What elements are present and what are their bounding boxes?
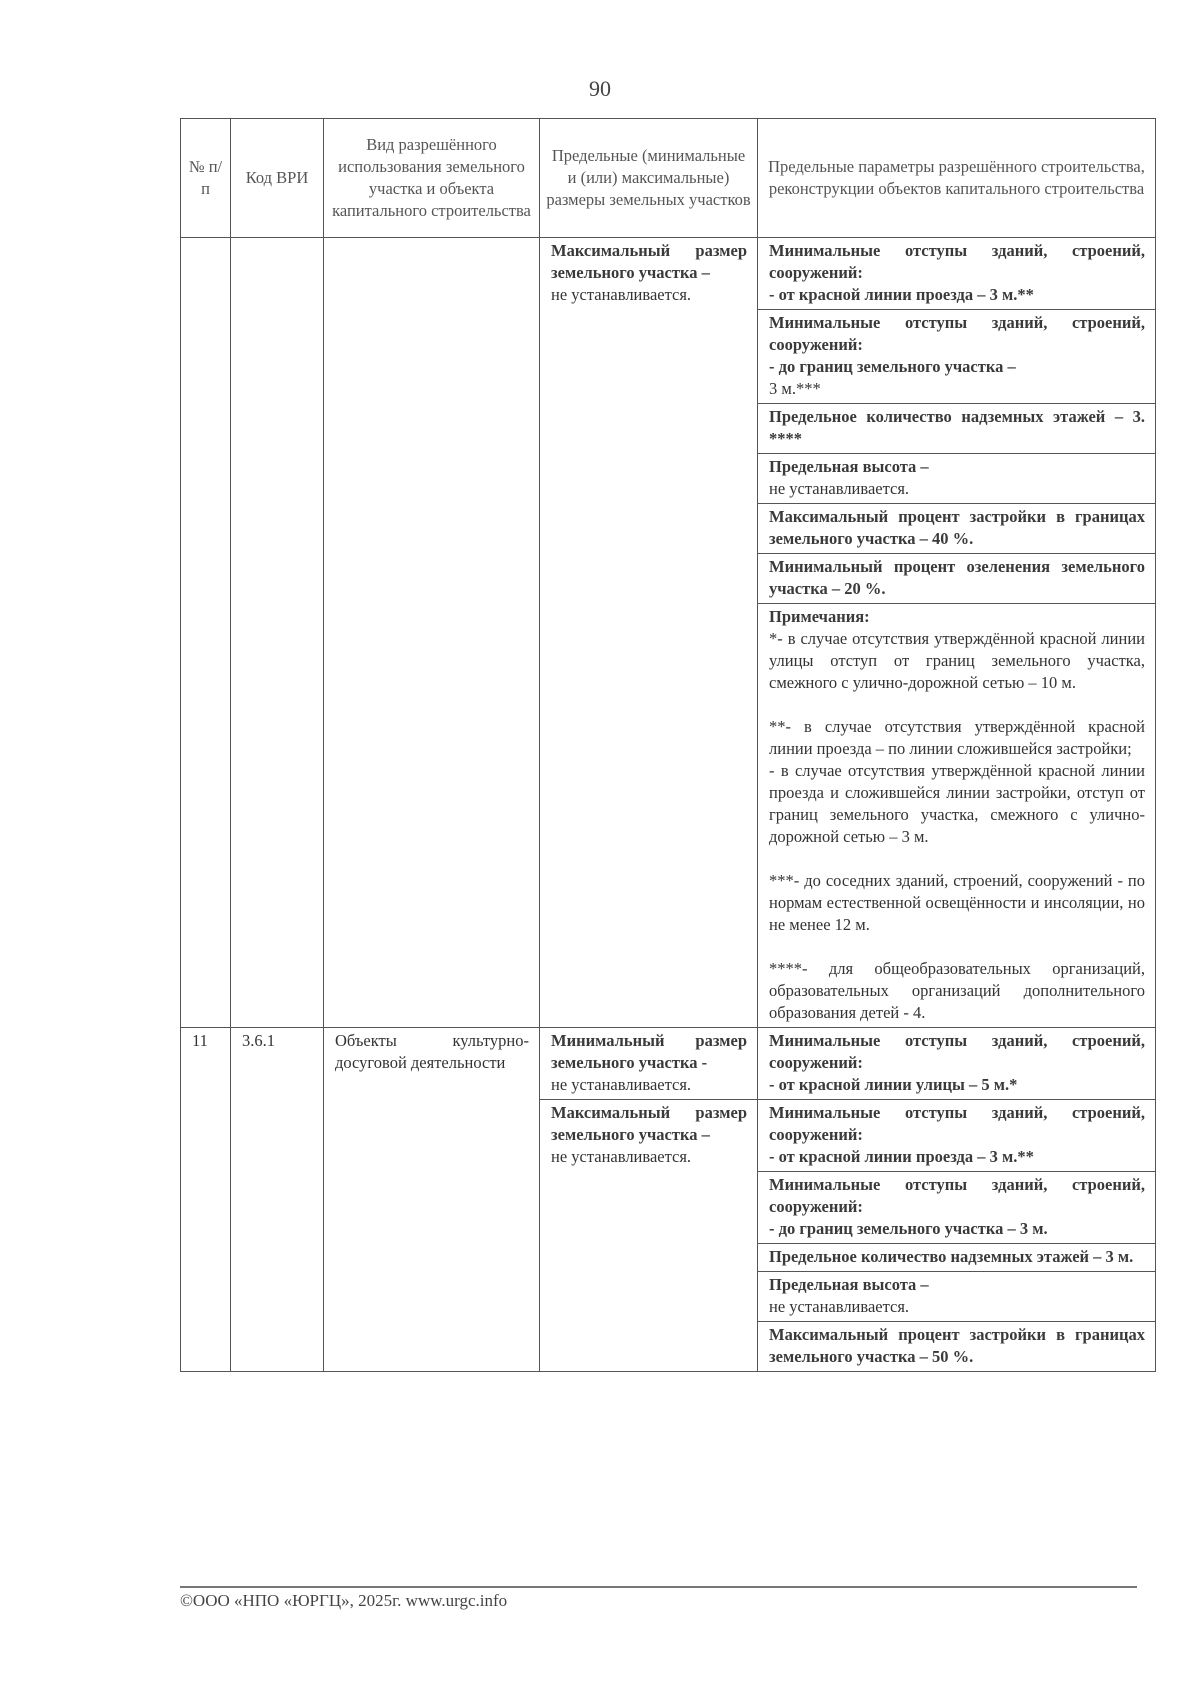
param-value: - до границ земельного участка – <box>769 357 1016 376</box>
param-cell <box>758 1272 1156 1322</box>
regulations-table <box>180 118 1156 1372</box>
min-size-value: не устанавливается. <box>551 1075 692 1094</box>
param-cell <box>758 238 1156 310</box>
note-1: *- в случае отсутствия утверждённой красной линии улицы отступ от границ земельного участка, смежного с улично-дорожной сетью – 10 м. <box>769 629 1145 692</box>
note-2b: - в случае отсутствия утверждённой красной линии проезда и сложившейся линии застройки, отступ от границ земельного участка, смежного с улично-дорожной сетью – 3 м. <box>769 761 1145 846</box>
note-4: ****- для общеобразовательных организаций, образовательных организаций дополнительного образования детей - 4. <box>769 959 1145 1022</box>
max-size-value: не устанавливается. <box>551 285 692 304</box>
param-label: Минимальный процент озеленения земельного участка – 20 %. <box>769 557 1145 598</box>
table-header-row <box>181 119 1156 238</box>
param-cell <box>758 404 1156 454</box>
notes-title: Примечания: <box>769 607 870 626</box>
param-value: - от красной линии проезда – 3 м.** <box>769 1147 1034 1166</box>
max-size-cell <box>540 1100 758 1372</box>
code-cell <box>231 238 324 1028</box>
param-cell <box>758 554 1156 604</box>
param-cell <box>758 1244 1156 1272</box>
param-value: - от красной линии улицы – 5 м.* <box>769 1075 1018 1094</box>
use-cell: Объекты культурно-досуговой деятельности <box>324 1028 540 1372</box>
note-3: ***- до соседних зданий, строений, сооружений - по нормам естественной освещённости и инсоляции, но не менее 12 м. <box>769 871 1145 934</box>
min-size-cell <box>540 1028 758 1100</box>
param-value: - от красной линии проезда – 3 м.** <box>769 285 1034 304</box>
param-label: Предельное количество надземных этажей – 3. **** <box>769 407 1145 448</box>
param-label: Предельное количество надземных этажей – 3 м. <box>769 1247 1134 1266</box>
param-label: Минимальные отступы зданий, строений, сооружений: <box>769 313 1145 354</box>
header-code: Код ВРИ <box>231 119 324 238</box>
code-cell: 3.6.1 <box>231 1028 324 1372</box>
max-size-cell <box>540 238 758 1028</box>
num-cell: 11 <box>181 1028 231 1372</box>
num-cell <box>181 238 231 1028</box>
param-label: Предельная высота – <box>769 457 929 476</box>
table-row <box>181 238 1156 310</box>
param-cell <box>758 310 1156 404</box>
param-cell <box>758 1172 1156 1244</box>
param-cell <box>758 454 1156 504</box>
header-use-type: Вид разрешённого использования земельного участка и объекта капитального строительства <box>324 119 540 238</box>
notes-cell <box>758 604 1156 1028</box>
param-value: не устанавливается. <box>769 1297 910 1316</box>
footer-divider <box>180 1586 1137 1588</box>
note-2a: **- в случае отсутствия утверждённой красной линии проезда – по линии сложившейся застройки; <box>769 717 1145 758</box>
param-cell <box>758 1322 1156 1372</box>
param-value: не устанавливается. <box>769 479 910 498</box>
param-label: Максимальный процент застройки в границах земельного участка – 40 %. <box>769 507 1145 548</box>
use-cell <box>324 238 540 1028</box>
page-number: 90 <box>589 76 611 101</box>
min-size-label: Минимальный размер земельного участка - <box>551 1031 747 1072</box>
footer-copyright: ©ООО «НПО «ЮРГЦ», 2025г. www.urgc.info <box>180 1591 508 1610</box>
param-cell <box>758 1028 1156 1100</box>
max-size-label: Максимальный размер земельного участка – <box>551 241 747 282</box>
param-cell <box>758 1100 1156 1172</box>
param-label: Минимальные отступы зданий, строений, сооружений: <box>769 241 1145 282</box>
param-label: Минимальные отступы зданий, строений, сооружений: <box>769 1103 1145 1144</box>
param-label: Минимальные отступы зданий, строений, сооружений: <box>769 1175 1145 1216</box>
param-value: - до границ земельного участка – 3 м. <box>769 1219 1048 1238</box>
max-size-value: не устанавливается. <box>551 1147 692 1166</box>
param-cell <box>758 504 1156 554</box>
max-size-label: Максимальный размер земельного участка – <box>551 1103 747 1144</box>
param-extra: 3 м.*** <box>769 379 821 398</box>
param-label: Предельная высота – <box>769 1275 929 1294</box>
header-plot-size: Предельные (минимальные и (или) максимальные) размеры земельных участков <box>540 119 758 238</box>
param-label: Минимальные отступы зданий, строений, сооружений: <box>769 1031 1145 1072</box>
table-row <box>181 1028 1156 1100</box>
header-num: № п/п <box>181 119 231 238</box>
header-build-params: Предельные параметры разрешённого строительства, реконструкции объектов капитального строительства <box>758 119 1156 238</box>
param-label: Максимальный процент застройки в границах земельного участка – 50 %. <box>769 1325 1145 1366</box>
